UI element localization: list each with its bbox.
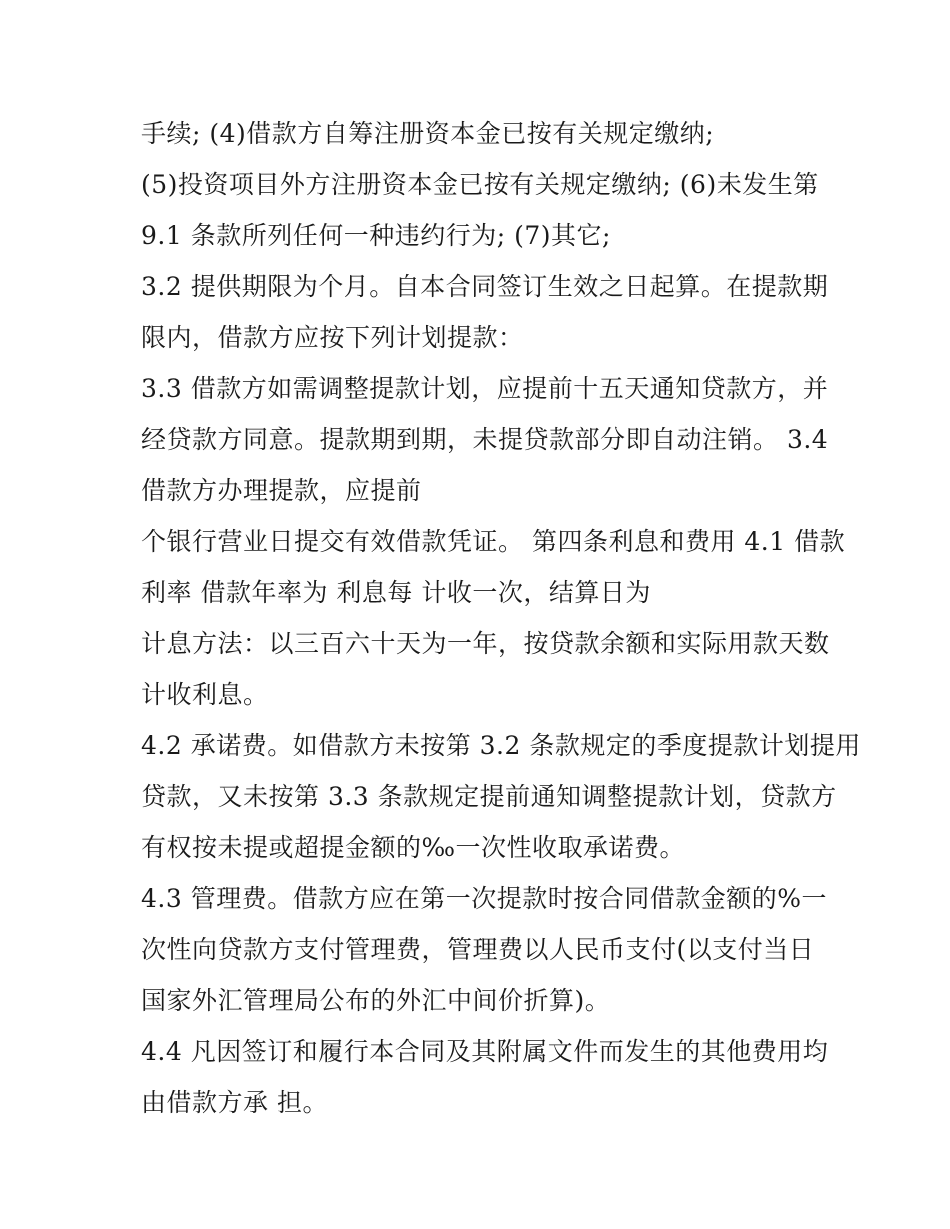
text-line: 9.1 条款所列任何一种违约行为; (7)其它; xyxy=(141,221,611,250)
text-line: 4.3 管理费。借款方应在第一次提款时按合同借款金额的%一 xyxy=(141,884,827,913)
text-line: 贷款，又未按第 3.3 条款规定提前通知调整提款计划，贷款方 xyxy=(141,782,837,811)
text-line: (5)投资项目外方注册资本金已按有关规定缴纳; (6)未发生第 xyxy=(141,170,819,199)
text-line: 由借款方承 担。 xyxy=(141,1088,328,1117)
text-line: 个银行营业日提交有效借款凭证。 第四条利息和费用 4.1 借款 xyxy=(141,527,846,556)
text-line: 有权按未提或超提金额的‰一次性收取承诺费。 xyxy=(141,833,686,862)
text-line: 4.2 承诺费。如借款方未按第 3.2 条款规定的季度提款计划提用 xyxy=(141,731,861,760)
text-line: 次性向贷款方支付管理费，管理费以人民币支付(以支付当日 xyxy=(141,935,815,964)
text-line: 借款方办理提款，应提前 xyxy=(141,476,422,505)
text-line: 限内，借款方应按下列计划提款： xyxy=(141,323,524,352)
text-line: 3.3 借款方如需调整提款计划，应提前十五天通知贷款方，并 xyxy=(141,374,829,403)
text-line: 3.2 提供期限为个月。自本合同签订生效之日起算。在提款期 xyxy=(141,272,829,301)
text-line: 手续; (4)借款方自筹注册资本金已按有关规定缴纳; xyxy=(141,119,715,148)
text-line: 计息方法：以三百六十天为一年，按贷款余额和实际用款天数 xyxy=(141,629,830,658)
contract-text-body xyxy=(141,108,861,1128)
text-line: 利率 借款年率为 利息每 计收一次，结算日为 xyxy=(141,578,651,607)
text-line: 4.4 凡因签订和履行本合同及其附属文件而发生的其他费用均 xyxy=(141,1037,829,1066)
text-line: 经贷款方同意。提款期到期，未提贷款部分即自动注销。 3.4 xyxy=(141,425,829,454)
text-line: 计收利息。 xyxy=(141,680,269,709)
text-line: 国家外汇管理局公布的外汇中间价折算)。 xyxy=(141,986,611,1015)
